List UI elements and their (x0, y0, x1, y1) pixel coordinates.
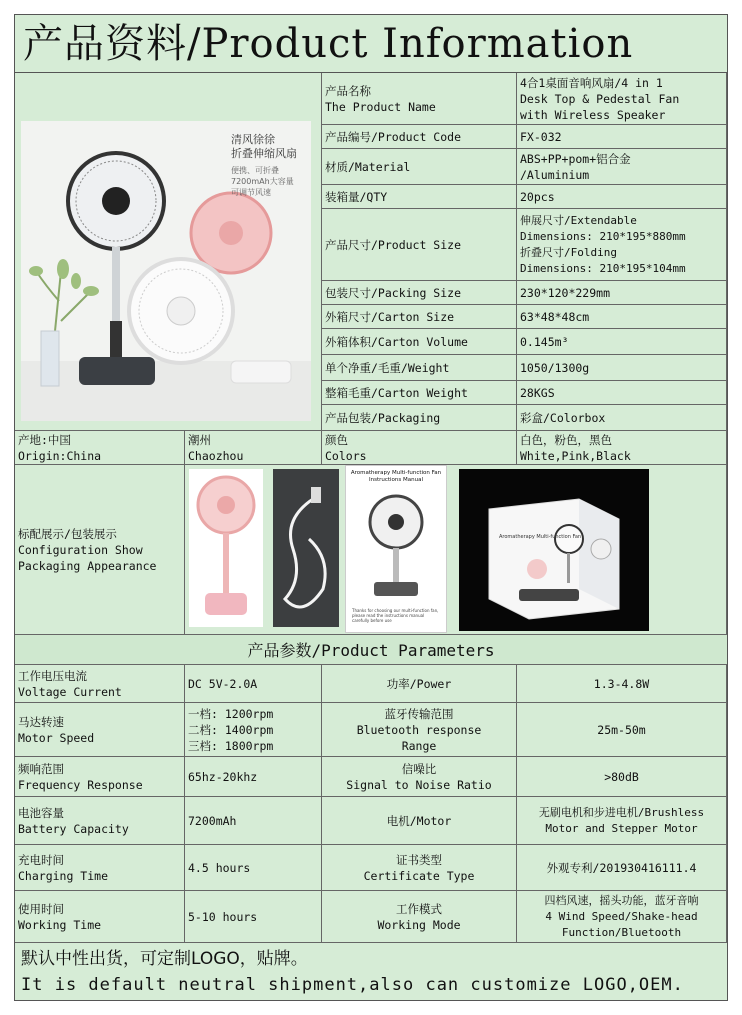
param-label: 工作模式 Working Mode (322, 891, 517, 943)
param-label: 信噪比 Signal to Noise Ratio (322, 757, 517, 797)
param-label: 电池容量 Battery Capacity (15, 797, 185, 845)
usb-cable-image (273, 469, 339, 627)
param-value: DC 5V-2.0A (185, 665, 322, 703)
pink-fan-image (189, 469, 263, 627)
colorbox-image (459, 469, 649, 631)
param-label: 电机/Motor (322, 797, 517, 845)
spec-label: 包装尺寸/Packing Size (322, 281, 517, 305)
spec-label: 装箱量/QTY (322, 185, 517, 209)
spec-label: 材质/Material (322, 149, 517, 185)
page-title: 产品资料/Product Information (15, 15, 727, 73)
param-value: 7200mAh (185, 797, 322, 845)
spec-value: 4合1桌面音响风扇/4 in 1 Desk Top & Pedestal Fan with Wireless Speaker (517, 73, 727, 125)
param-label: 证书类型 Certificate Type (322, 845, 517, 891)
spec-label: 单个净重/毛重/Weight (322, 355, 517, 381)
spec-value: 230*120*229mm (517, 281, 727, 305)
spec-label: 产品包装/Packaging (322, 405, 517, 431)
photo-caption-1: 清风徐徐 (231, 133, 275, 146)
footer-note (15, 943, 727, 1001)
spec-value: ABS+PP+pom+铝合金 /Aluminium (517, 149, 727, 185)
colorbox-text: Aromatherapy Multi-function Fan (499, 534, 582, 540)
cable-thumb (273, 469, 339, 627)
product-photo-cell (15, 73, 322, 431)
param-label: 充电时间 Charging Time (15, 845, 185, 891)
param-label: 使用时间 Working Time (15, 891, 185, 943)
footer-line-cn: 默认中性出货，可定制LOGO，贴牌。 (21, 949, 308, 969)
param-value: 外观专利/201930416111.4 (517, 845, 727, 891)
parameters-title: 产品参数/Product Parameters (15, 635, 727, 665)
spec-value: 0.145m³ (517, 329, 727, 355)
param-value: 1.3-4.8W (517, 665, 727, 703)
param-value: 无刷电机和步进电机/Brushless Motor and Stepper Motor (517, 797, 727, 845)
photo-bullet: 便携、可折叠 (231, 166, 279, 175)
spec-value: 63*48*48cm (517, 305, 727, 329)
param-value: 一档: 1200rpm 二档: 1400rpm 三档: 1800rpm (185, 703, 322, 757)
colors-value: 白色，粉色，黑色 White,Pink,Black (517, 431, 727, 465)
param-value: 5-10 hours (185, 891, 322, 943)
spec-label: 外箱体积/Carton Volume (322, 329, 517, 355)
spec-label: 产品编号/Product Code (322, 125, 517, 149)
param-value: 四档风速，摇头功能，蓝牙音响 4 Wind Speed/Shake-head Function/Bluetooth (517, 891, 727, 943)
photo-bullet: 7200mAh大容量 (231, 177, 294, 186)
colors-label: 颜色 Colors (322, 431, 517, 465)
origin-city: 潮州 Chaozhou (185, 431, 322, 465)
footer-line-en: It is default neutral shipment,also can customize LOGO,OEM. (21, 975, 684, 995)
spec-label: 产品名称 The Product Name (322, 73, 517, 125)
origin-label: 产地:中国 Origin:China (15, 431, 185, 465)
manual-note: Thanks for choosing our multi-function fan, please read the instructions manual carefully before use (352, 608, 439, 623)
param-label: 蓝牙传输范围 Bluetooth response Range (322, 703, 517, 757)
spec-label: 整箱毛重/Carton Weight (322, 381, 517, 405)
param-value: 65hz-20khz (185, 757, 322, 797)
configuration-label: 标配展示/包装展示 Configuration Show Packaging Appearance (15, 465, 185, 635)
product-sheet (14, 14, 728, 1001)
manual-title: Aromatherapy Multi-function Fan Instructions Manual (350, 470, 442, 483)
param-label: 功率/Power (322, 665, 517, 703)
manual-fan-image (346, 484, 446, 604)
spec-label: 外箱尺寸/Carton Size (322, 305, 517, 329)
spec-value: FX-032 (517, 125, 727, 149)
param-value: >80dB (517, 757, 727, 797)
spec-label: 产品尺寸/Product Size (322, 209, 517, 281)
param-value: 25m-50m (517, 703, 727, 757)
colorbox-thumb (459, 469, 649, 631)
configuration-gallery (185, 465, 727, 635)
manual-thumb (345, 465, 447, 633)
spec-value: 彩盒/Colorbox (517, 405, 727, 431)
spec-value: 28KGS (517, 381, 727, 405)
spec-value: 20pcs (517, 185, 727, 209)
spec-value: 1050/1300g (517, 355, 727, 381)
photo-caption-2: 折叠伸缩风扇 (231, 147, 297, 160)
param-label: 马达转速 Motor Speed (15, 703, 185, 757)
product-photo (21, 121, 311, 421)
param-label: 工作电压电流 Voltage Current (15, 665, 185, 703)
spec-value: 伸展尺寸/Extendable Dimensions: 210*195*880mm 折叠尺寸/Folding Dimensions: 210*195*104mm (517, 209, 727, 281)
pink-fan-thumb (189, 469, 263, 627)
param-label: 频响范围 Frequency Response (15, 757, 185, 797)
param-value: 4.5 hours (185, 845, 322, 891)
photo-bullet: 可调节风速 (231, 188, 271, 197)
